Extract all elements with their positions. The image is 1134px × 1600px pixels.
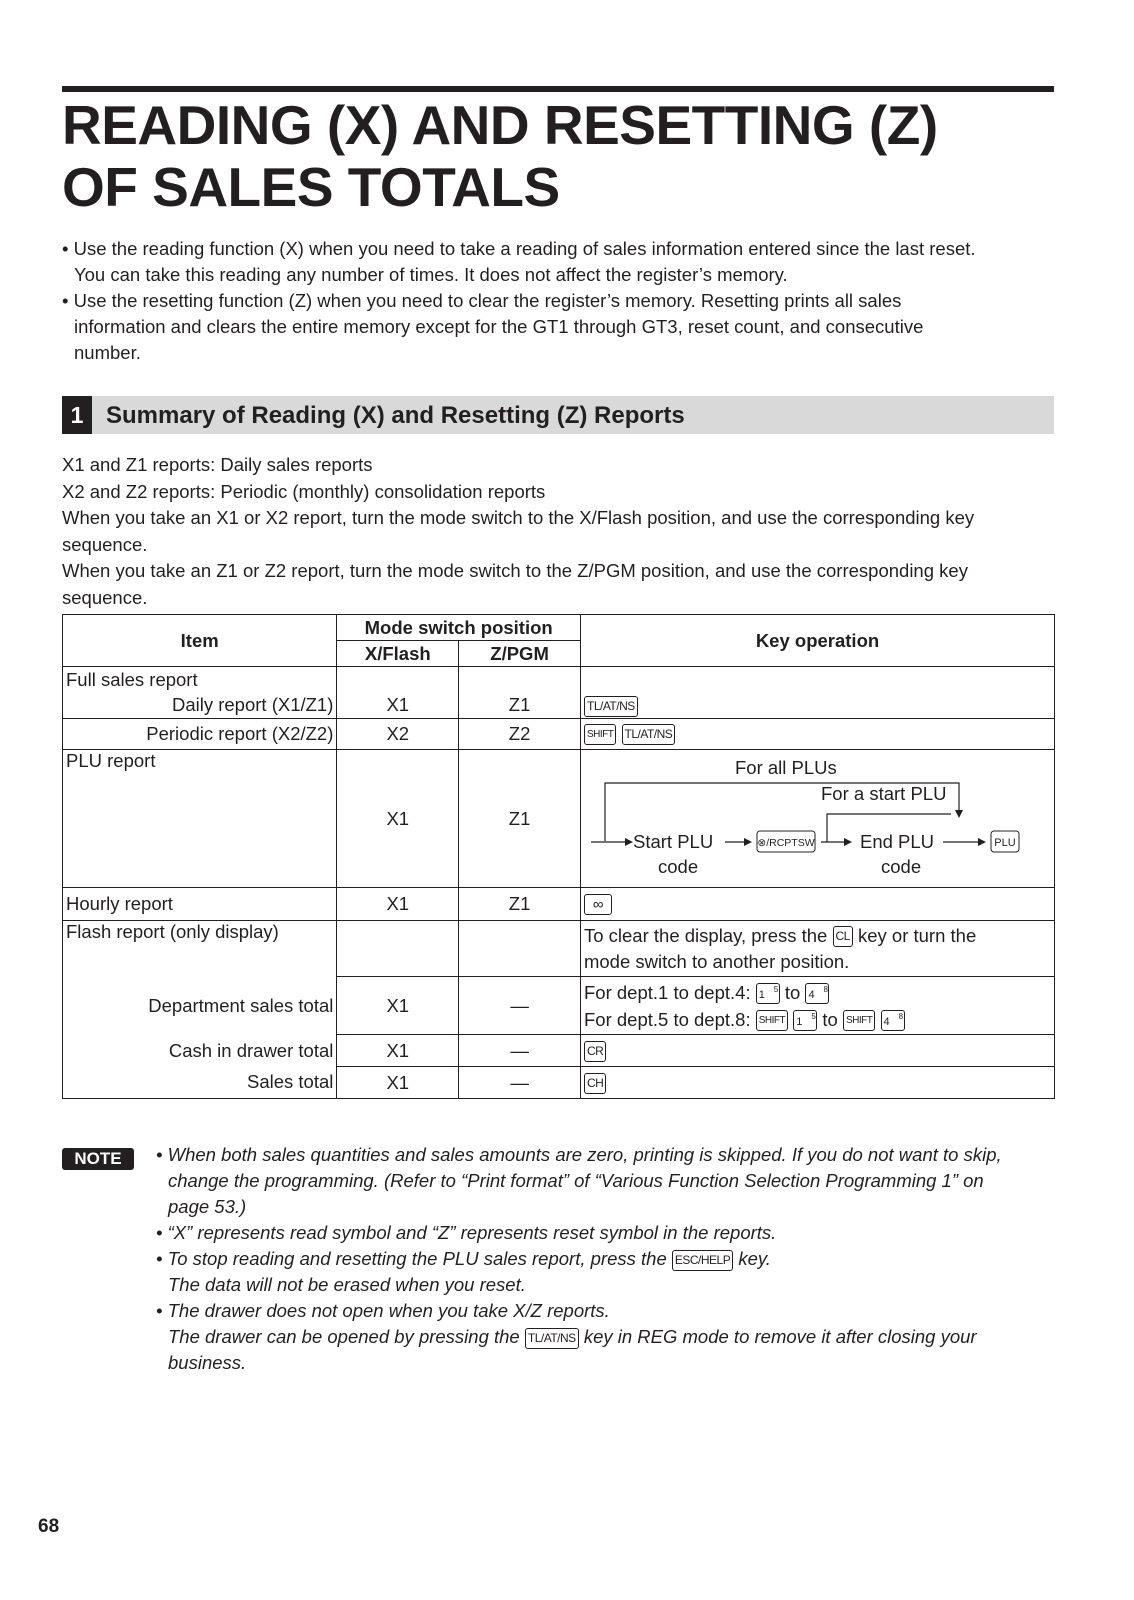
table-row: Daily report (X1/Z1) X1 Z1 TL/AT/NS [63, 693, 1055, 719]
title-line-2: OF SALES TOTALS [62, 156, 560, 218]
table-row: PLU report X1 Z1 For all PLUs For a start PLU Start PLU code ⊗/RCPTSW End PLU code PLU [63, 750, 1055, 888]
row-sales: Sales total [63, 1067, 337, 1099]
key-1-icon: 1 5 [793, 1010, 817, 1031]
row-dept: Department sales total [63, 977, 337, 1035]
rcptsw-key-icon: ⊗/RCPTSW [757, 837, 815, 849]
header-item: Item [63, 615, 337, 667]
shift-key-icon: SHIFT [756, 1010, 788, 1031]
row-plu: PLU report [63, 750, 337, 888]
shift-key-icon: SHIFT [584, 724, 616, 745]
table-row: Cash in drawer total X1 — CR [63, 1035, 1055, 1067]
header-xflash: X/Flash [337, 641, 459, 667]
intro-bullet-2: • Use the resetting function (Z) when you need to clear the register’s memory. Resetting prints all sales information and clears the entire memory except for the GT1 through GT3, reset count, and consecutive number. [62, 290, 924, 363]
header-mode-switch: Mode switch position [337, 615, 581, 641]
plu-key-icon: PLU [994, 837, 1016, 849]
cl-key-icon: CL [833, 926, 853, 947]
note-text: • When both sales quantities and sales amounts are zero, printing is skipped. If you do not want to skip, change the programming. (Refer to “Print format” of “Various Function Selection Programming 1” on page 53.) • “X” represents read symbol and “Z” represents reset symbol in the reports. • To stop reading and resetting the PLU sales report, press the ESC/HELP key. The data will not be erased when you reset. • The drawer does not open when you take X/Z reports. The drawer can be opened by pressing the TL/AT/NS key in REG mode to remove it after closing your business. [156, 1144, 1002, 1373]
title-rule [62, 86, 1054, 92]
section-title: Summary of Reading (X) and Resetting (Z) Reports [106, 402, 685, 429]
table-row: Hourly report X1 Z1 ∞ [63, 888, 1055, 921]
tlatns-key-icon: TL/AT/NS [584, 696, 638, 717]
header-key-operation: Key operation [580, 615, 1054, 667]
key-4-icon: 4 8 [805, 983, 829, 1004]
note-badge: NOTE [62, 1148, 134, 1170]
table-row: Flash report (only display) To clear the display, press the CL key or turn the mode switch to another position. [63, 921, 1055, 977]
key-1-icon: 1 5 [756, 983, 780, 1004]
page-title [62, 94, 1062, 218]
row-periodic: Periodic report (X2/Z2) [63, 719, 337, 750]
plu-start-label: Start PLU [632, 831, 714, 852]
plu-key-sequence-diagram [581, 750, 1053, 882]
table-row: Sales total X1 — CH [63, 1067, 1055, 1099]
intro-text [62, 236, 1062, 366]
page-number: 68 [38, 1516, 60, 1537]
summary-text: X1 and Z1 reports: Daily sales reports X2 and Z2 reports: Periodic (monthly) consolidation reports When you take an X1 or X2 report, turn the mode switch to the X/Flash position, and use the corresponding key sequence. When you take an Z1 or Z2 report, turn the mode switch to the Z/PGM position, and use the corresponding key sequence. [62, 454, 975, 608]
reports-table [62, 614, 1055, 1099]
tlatns-key-icon: TL/AT/NS [525, 1328, 579, 1349]
section-heading [62, 396, 1054, 434]
row-full-sales: Full sales report [63, 667, 337, 693]
plu-start-for-label: For a start PLU [820, 783, 947, 804]
svg-text:code: code [657, 856, 699, 877]
header-zpgm: Z/PGM [459, 641, 581, 667]
key-4-icon: 4 8 [881, 1010, 905, 1031]
hourly-key-icon: ∞ [584, 894, 612, 915]
section-number: 1 [62, 396, 92, 434]
eschelp-key-icon: ESC/HELP [672, 1250, 733, 1271]
plu-end-label: End PLU [859, 831, 935, 852]
table-row [63, 667, 1055, 693]
plu-all-label: For all PLUs [734, 757, 837, 778]
svg-text:code: code [880, 856, 922, 877]
row-daily: Daily report (X1/Z1) [63, 693, 337, 719]
cr-key-icon: CR [584, 1041, 606, 1062]
ch-key-icon: CH [584, 1073, 606, 1094]
shift-key-icon: SHIFT [843, 1010, 875, 1031]
row-flash: Flash report (only display) [63, 921, 337, 977]
row-cash: Cash in drawer total [63, 1035, 337, 1067]
row-hourly: Hourly report [63, 888, 337, 921]
table-row: Department sales total X1 — For dept.1 to dept.4: 1 5 to 4 8 For dept.5 to dept.8: SHIFT 1 5 to SHIFT 4 8 [63, 977, 1055, 1035]
table-row: Periodic report (X2/Z2) X2 Z2 SHIFT TL/AT/NS [63, 719, 1055, 750]
intro-bullet-1: • Use the reading function (X) when you need to take a reading of sales information entered since the last reset. You can take this reading any number of times. It does not affect the register’s memory. [62, 238, 976, 285]
tlatns-key-icon: TL/AT/NS [622, 724, 676, 745]
title-line-1: READING (X) AND RESETTING (Z) [62, 94, 938, 156]
